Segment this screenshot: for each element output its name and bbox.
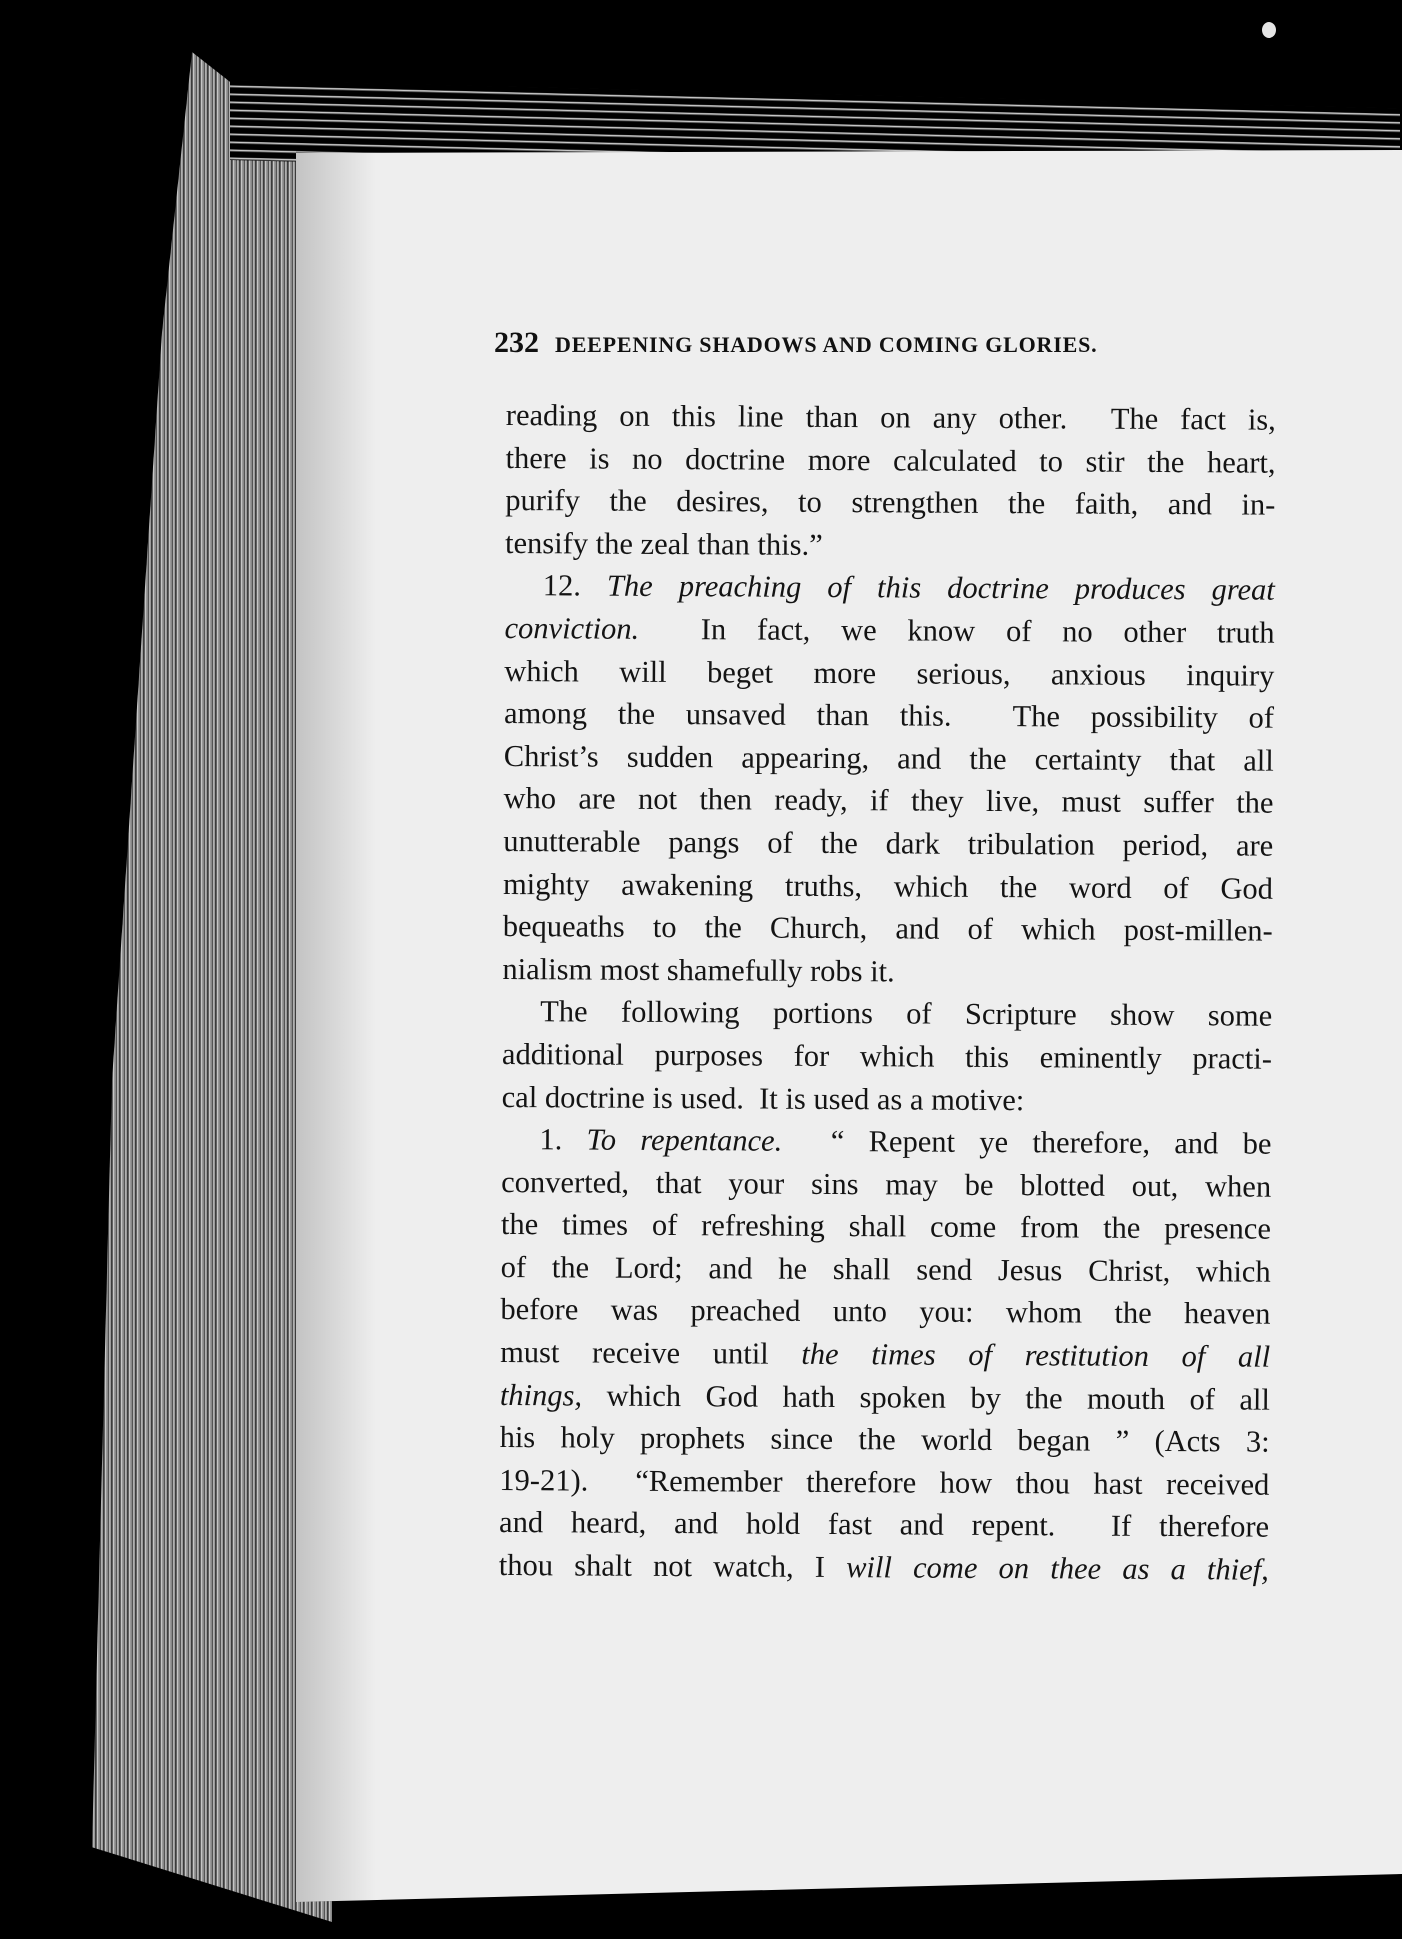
text-line [499,1501,1269,1548]
text-line [504,735,1274,782]
text-line [500,1288,1270,1335]
text-line [503,820,1273,867]
running-header [494,326,1254,360]
text-run: bequeaths to the Church, and of which post-millen- [502,909,1273,948]
text-run: his holy prophets since the world began ” (Acts 3: [499,1420,1270,1459]
scan-speck [1262,22,1276,38]
text-run: among the unsaved than this. The possibility of [503,696,1275,735]
text-run: cal doctrine is used. It is used as a motive: [501,1079,1025,1117]
text-line [501,1161,1271,1208]
text-run: Christ’s sudden appearing, and the certainty that all [503,738,1274,778]
italic-text: The preaching of this doctrine produces great [606,568,1275,608]
text-run: 12. [542,568,608,603]
text-line [503,905,1273,952]
text-line [504,607,1274,654]
binding-shadow [296,150,376,1902]
text-run: In fact, we know of no other truth [639,611,1275,650]
italic-text: To repentance. [586,1122,783,1158]
text-line [502,948,1272,995]
text-line [499,1544,1269,1591]
italic-text: conviction. [504,610,640,646]
text-line [503,777,1273,824]
text-run: purify the desires, to strengthen the faith, and in- [505,483,1276,522]
text-run: there is no doctrine more calculated to stir the heart, [505,440,1276,480]
text-line [501,1118,1271,1165]
text-line [502,990,1272,1037]
text-line [500,1374,1270,1421]
text-run: unutterable pangs of the dark tribulation period, are [503,823,1274,863]
text-run: tensify the zeal than this.” [504,525,823,562]
text-line [499,1459,1269,1506]
text-run: which will beget more serious, anxious inquiry [504,653,1275,693]
text-run: nialism most shamefully robs it. [502,951,895,989]
text-line [503,863,1273,910]
text-run: which God hath spoken by the mouth of all [581,1378,1270,1417]
text-line [505,437,1275,484]
text-run: the times of refreshing shall come from the presence [500,1207,1272,1246]
page-number: 232 [494,326,539,359]
text-line [499,1416,1269,1463]
text-run: 19-21). “Remember therefore how thou hast received [499,1462,1270,1502]
text-run: and heard, and hold fast and repent. If therefore [499,1505,1270,1545]
italic-text: things, [499,1377,583,1413]
text-run: who are not then ready, if they live, must suffer the [503,781,1274,821]
text-line [505,564,1275,611]
text-run: “ Repent ye therefore, and be [782,1123,1272,1161]
text-line [504,692,1274,739]
text-run: additional purposes for which this eminently practi- [501,1036,1273,1076]
text-run: of the Lord; and he shall send Jesus Christ, which [500,1249,1271,1289]
text-line [505,479,1275,526]
text-run: thou shalt not watch, I [498,1548,847,1585]
text-run: 1. [539,1122,587,1157]
italic-text: will come on thee as a thief, [846,1550,1269,1587]
text-run: mighty awakening truths, which the word of God [502,866,1274,906]
text-line [504,650,1274,697]
text-line [502,1075,1272,1122]
body-text [499,394,1276,1591]
running-title: DEEPENING SHADOWS AND COMING GLORIES. [555,332,1098,357]
text-line [506,394,1276,441]
text-run: must receive until [500,1335,802,1371]
text-line [501,1203,1271,1250]
text-run: The following portions of Scripture show some [540,994,1273,1034]
text-run: reading on this line than on any other. The fact is, [505,397,1276,437]
text-line [502,1033,1272,1080]
text-line [505,522,1275,569]
text-line [500,1331,1270,1378]
text-run: converted, that your sins may be blotted out, when [501,1164,1272,1204]
text-line [501,1246,1271,1293]
text-run: before was preached unto you: whom the heaven [500,1292,1271,1332]
italic-text: the times of restitution of all [801,1336,1271,1374]
